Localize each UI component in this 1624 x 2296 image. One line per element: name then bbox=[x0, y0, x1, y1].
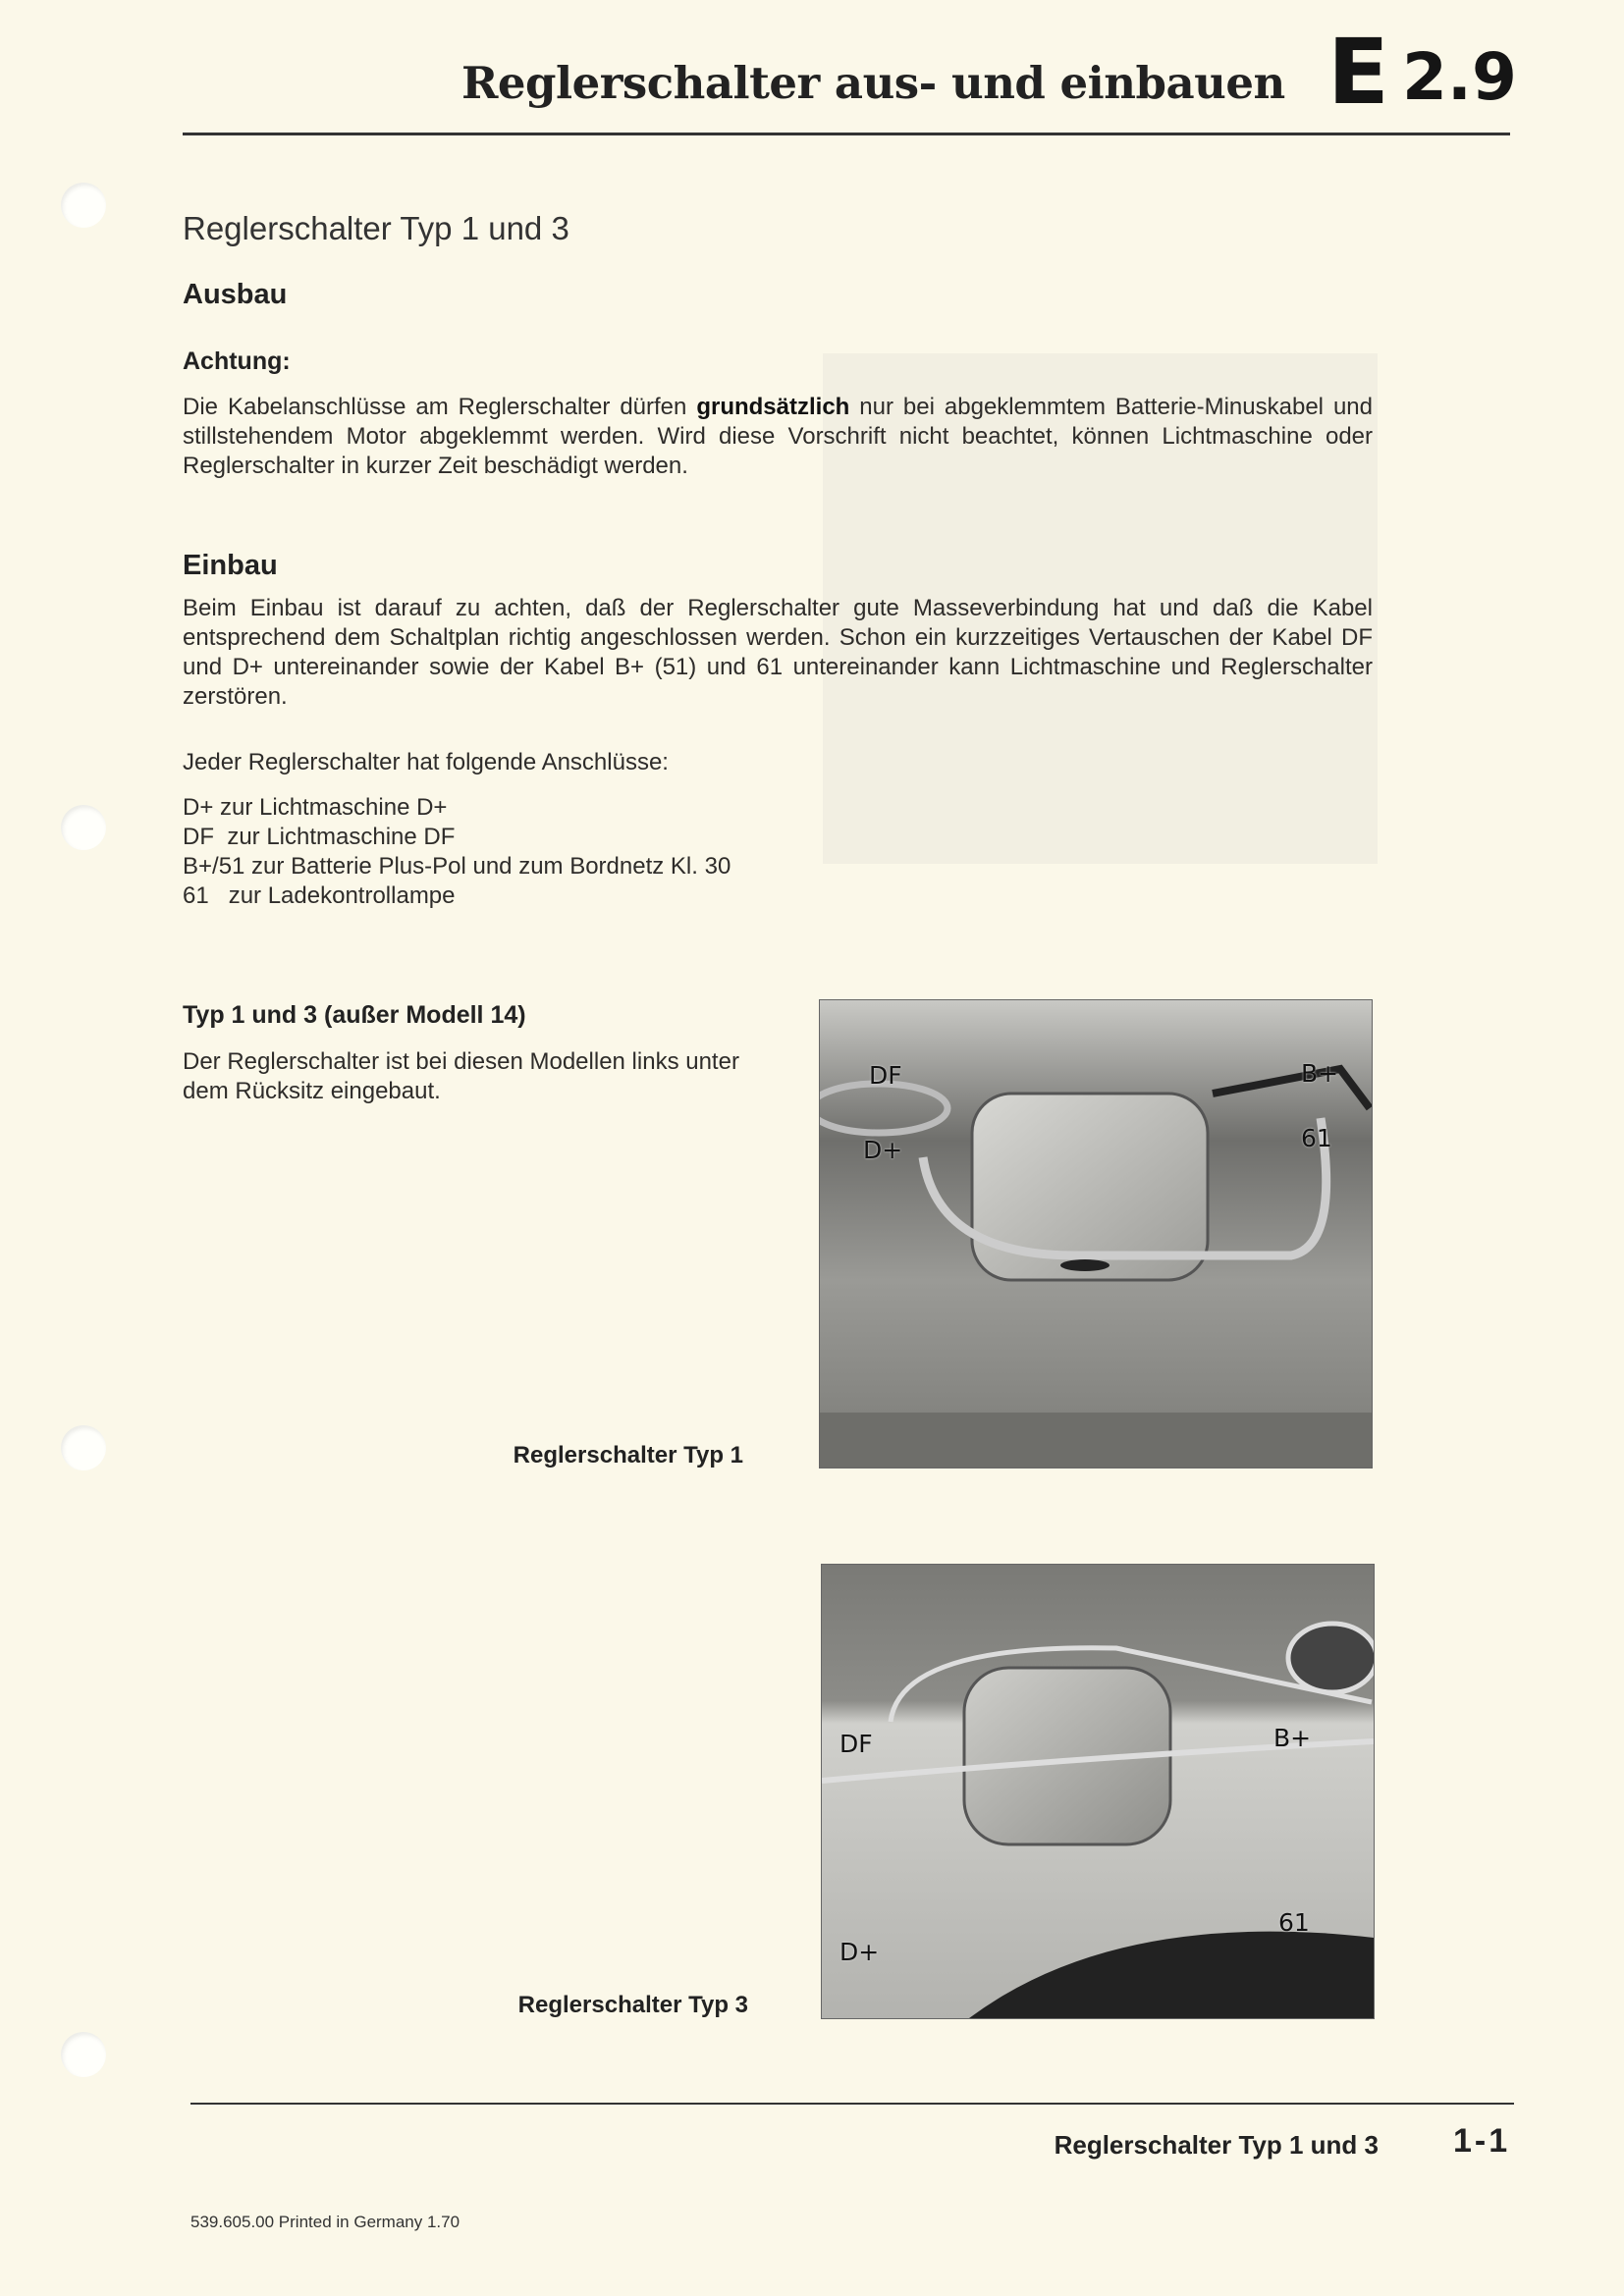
connection-item: DF zur Lichtmaschine DF bbox=[183, 824, 456, 850]
label-bplus: B+ bbox=[1273, 1724, 1312, 1752]
typ13-paragraph: Der Reglerschalter ist bei diesen Modellen links unter dem Rücksitz eingebaut. bbox=[183, 1048, 739, 1104]
warning-text-start: Die Kabelanschlüsse am Reglerschalter dürfen bbox=[183, 394, 697, 420]
warning-label: Achtung: bbox=[183, 347, 291, 375]
punch-hole bbox=[61, 183, 106, 228]
print-note: 539.605.00 Printed in Germany 1.70 bbox=[190, 2213, 460, 2231]
connection-item: D+ zur Lichtmaschine D+ bbox=[183, 794, 448, 821]
ausbau-heading: Ausbau bbox=[183, 279, 288, 310]
page-title: Reglerschalter aus- und einbauen bbox=[461, 57, 1285, 109]
footer-rule bbox=[190, 2103, 1514, 2105]
einbau-heading: Einbau bbox=[183, 550, 278, 581]
section-number: 2.9 bbox=[1402, 39, 1517, 115]
photo-regulator-typ1 bbox=[819, 999, 1373, 1468]
connections-list bbox=[183, 793, 731, 911]
label-dplus: D+ bbox=[863, 1136, 903, 1164]
photo-regulator-typ3 bbox=[821, 1564, 1375, 2019]
header-rule bbox=[183, 133, 1510, 135]
einbau-paragraph: Beim Einbau ist darauf zu achten, daß der Reglerschalter gute Masseverbindung hat und daß die Kabel entsprechend dem Schaltplan richtig angeschlossen werden. Schon ein kurzzeitiges Vertauschen der Kabel DF und D+ untereinander sowie der Kabel B+ (51) und 61 untereinander kann Lichtmaschine und Reglerschalter zerstören. bbox=[183, 595, 1373, 710]
figure-caption: Reglerschalter Typ 3 bbox=[517, 1992, 748, 2018]
label-bplus: B+ bbox=[1301, 1059, 1339, 1088]
footer-title: Reglerschalter Typ 1 und 3 bbox=[1054, 2130, 1379, 2160]
label-df: DF bbox=[839, 1730, 873, 1758]
punch-hole bbox=[61, 805, 106, 850]
connections-intro: Jeder Reglerschalter hat folgende Anschlüsse: bbox=[183, 749, 669, 775]
regulator-typ3-illustration bbox=[822, 1565, 1374, 2018]
section-letter: E bbox=[1327, 20, 1389, 125]
label-dplus: D+ bbox=[839, 1938, 880, 1966]
typ13-heading: Typ 1 und 3 (außer Modell 14) bbox=[183, 1001, 526, 1029]
connection-item: 61 zur Ladekontrollampe bbox=[183, 882, 456, 909]
page-number: 1-1 bbox=[1453, 2122, 1511, 2160]
punch-hole bbox=[61, 1425, 106, 1470]
warning-text-end: nur bei abgeklemmtem Batterie-Minuskabel und stillstehendem Motor abgeklemmt werden. Wird diese Vorschrift nicht beachtet, können Lichtmaschine oder Reglerschalter in kurzer Zeit beschädigt werden. bbox=[183, 394, 1373, 479]
warning-text-bold: grundsätzlich bbox=[696, 394, 850, 420]
connection-item: B+/51 zur Batterie Plus-Pol und zum Bordnetz Kl. 30 bbox=[183, 853, 731, 880]
label-61: 61 bbox=[1301, 1124, 1332, 1152]
section-subtitle: Reglerschalter Typ 1 und 3 bbox=[183, 210, 569, 246]
punch-hole bbox=[61, 2032, 106, 2077]
label-df: DF bbox=[869, 1061, 902, 1090]
label-61: 61 bbox=[1278, 1908, 1310, 1937]
warning-paragraph bbox=[183, 393, 1373, 481]
figure-caption: Reglerschalter Typ 1 bbox=[513, 1442, 743, 1468]
regulator-typ1-illustration bbox=[820, 1000, 1372, 1468]
